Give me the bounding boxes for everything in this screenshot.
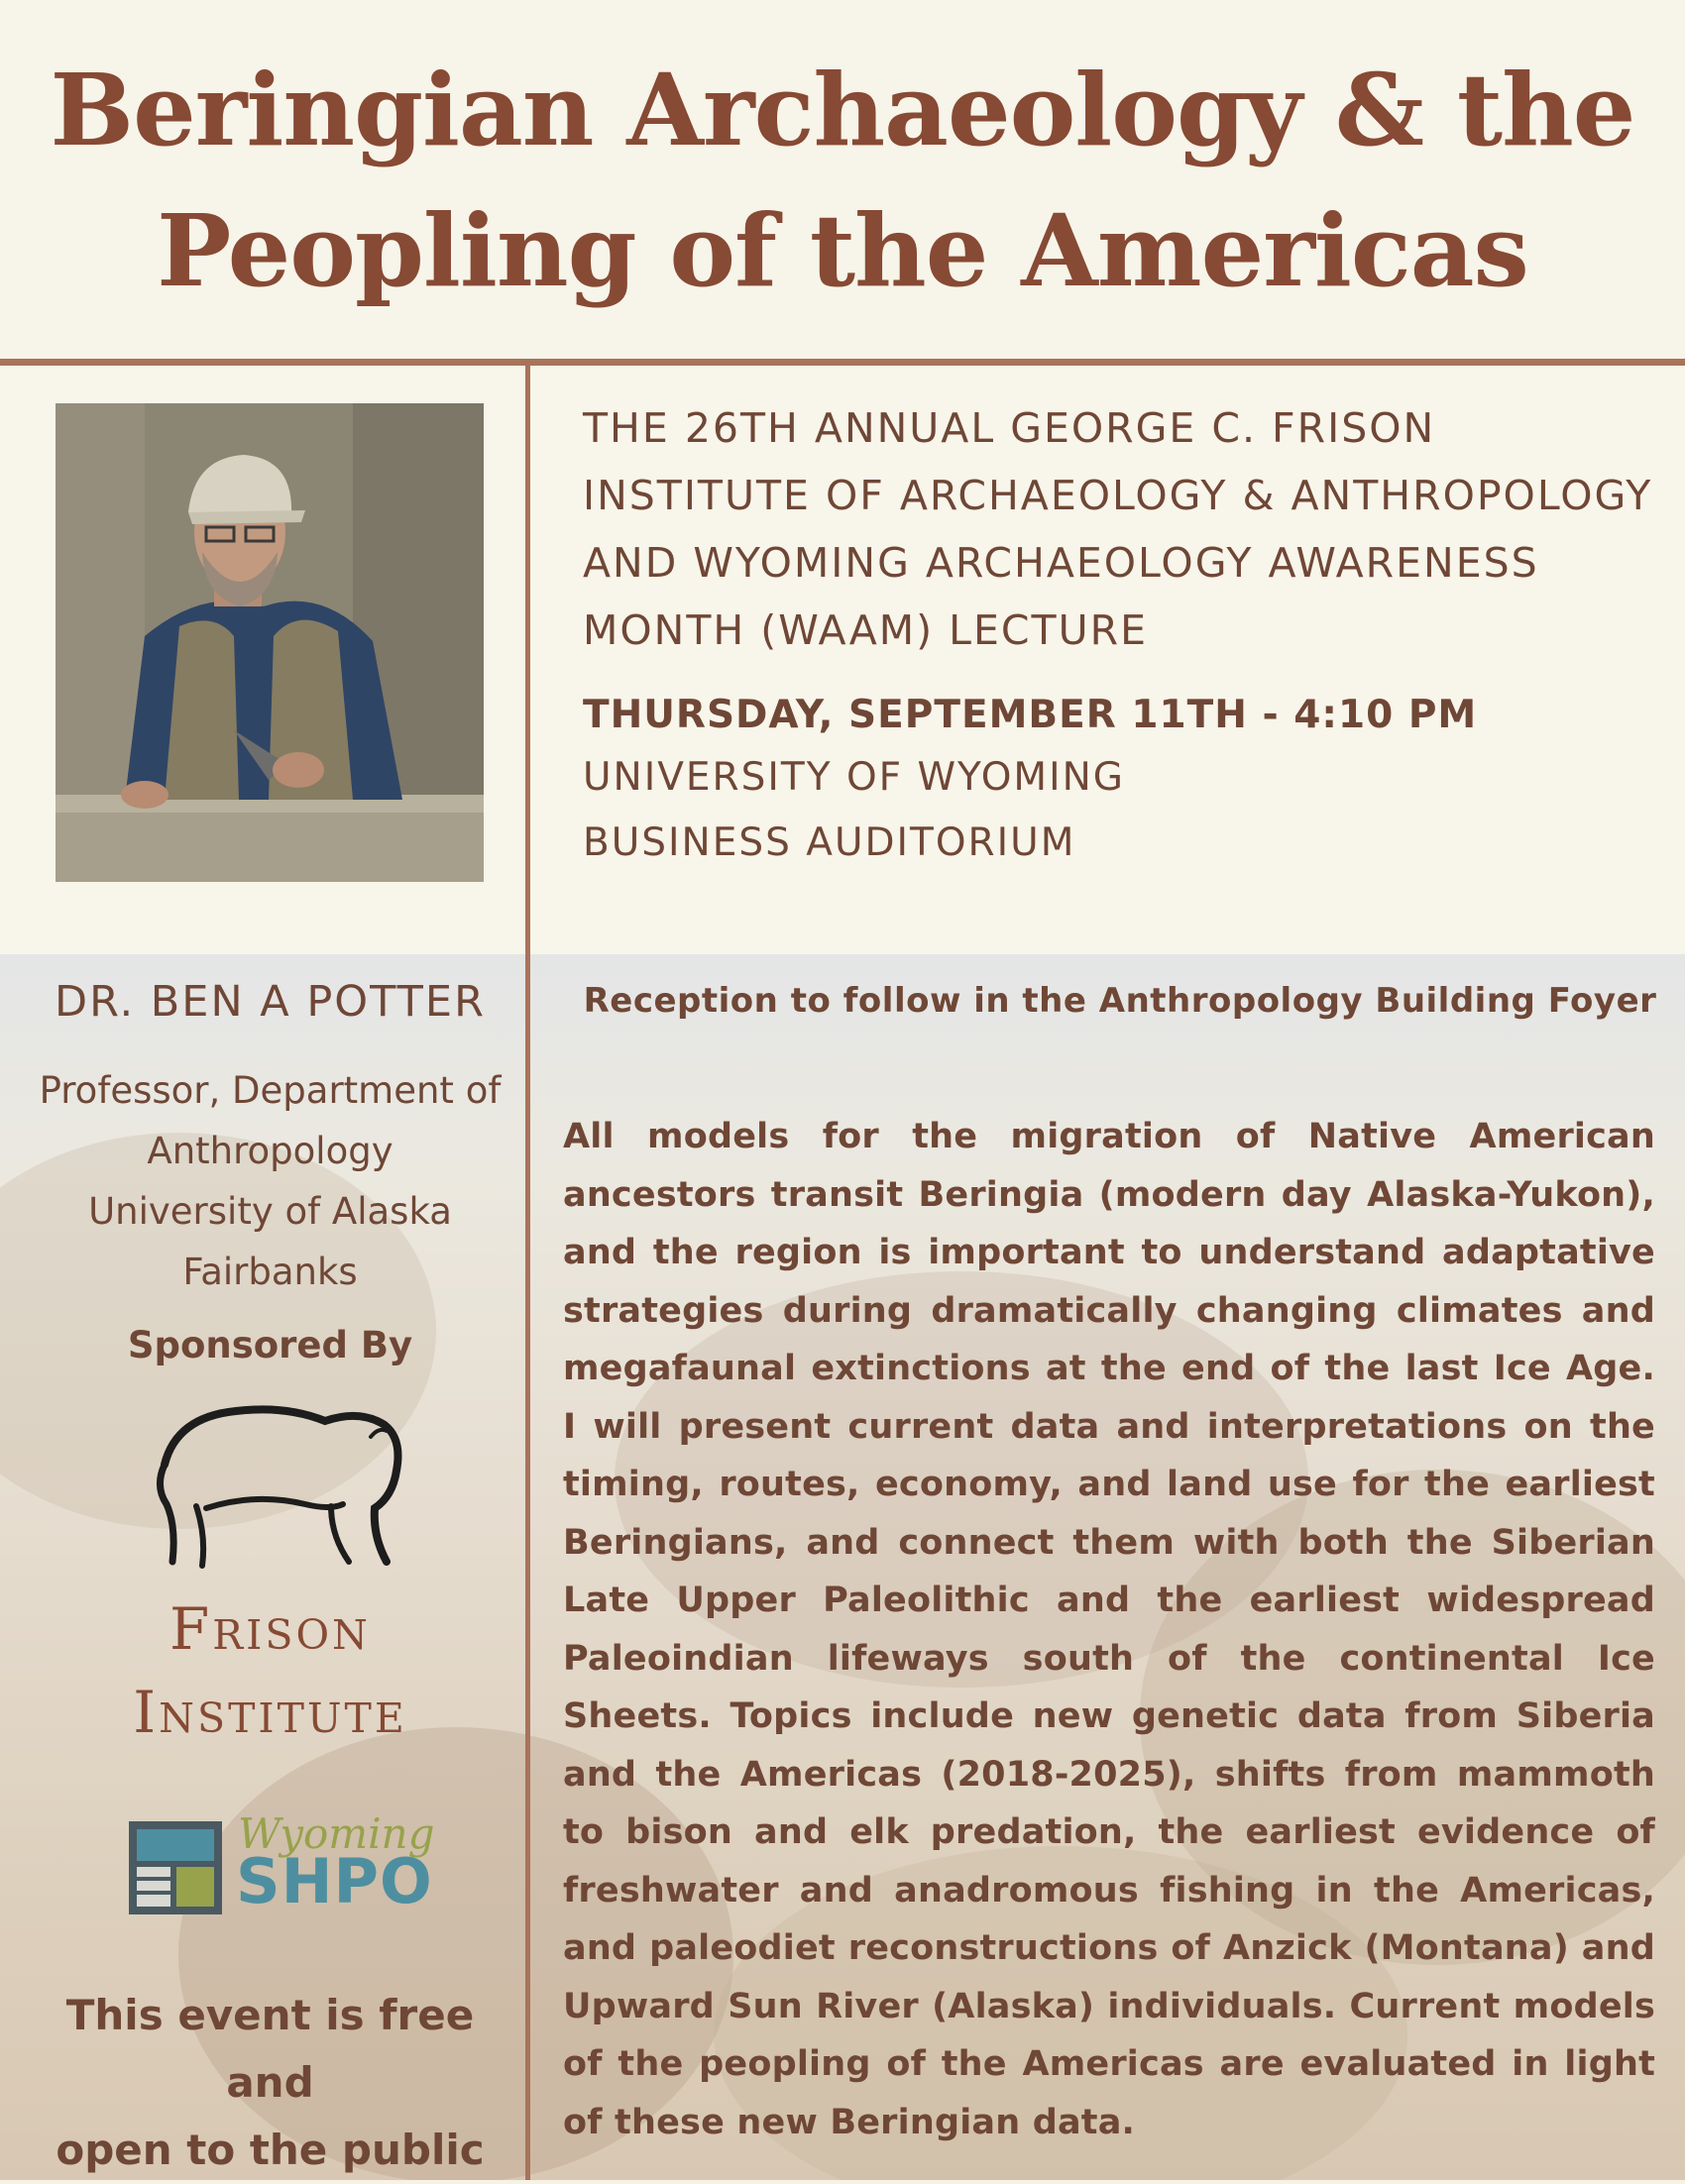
title-line-2: Peopling of the Americas [157, 192, 1528, 309]
shpo-script-text: Wyoming [238, 1809, 435, 1858]
page-title [0, 40, 1685, 321]
event-heading: THE 26TH ANNUAL GEORGE C. FRISON INSTITUTE OF ARCHAEOLOGY & ANTHROPOLOGY AND WYOMING ARCHAEOLOGY AWARENESS MONTH (WAAM) LECTURE [583, 404, 1653, 654]
event-date: THURSDAY, SEPTEMBER 11TH - 4:10 PM [583, 693, 1478, 737]
title-block [0, 0, 1685, 357]
event-venue-line-2: BUSINESS AUDITORIUM [583, 820, 1076, 865]
speaker-photo [56, 403, 484, 882]
speaker-affiliation-line-1: Professor, Department of [39, 1069, 502, 1112]
speaker-affiliation-line-4: Fairbanks [182, 1251, 358, 1293]
free-event-notice [20, 1982, 520, 2184]
sponsored-by-label: Sponsored By [127, 1324, 413, 1366]
free-event-line-1: This event is free and [65, 1991, 475, 2107]
frison-wordmark-line-2: Institute [133, 1679, 407, 1746]
speaker-name: DR. BEN A POTTER [55, 977, 486, 1027]
reception-note: Reception to follow in the Anthropology Building Foyer [583, 981, 1657, 1021]
frison-wordmark-line-1: Frison [169, 1595, 371, 1663]
title-line-1: Beringian Archaeology & the [50, 52, 1635, 168]
horizontal-divider [0, 359, 1685, 366]
speaker-affiliation-line-2: Anthropology [147, 1130, 393, 1172]
free-event-line-2: open to the public [56, 2126, 485, 2174]
speaker-photo-illustration [56, 403, 484, 882]
speaker-affiliation [20, 1060, 520, 1302]
bison-logo-icon [137, 1387, 424, 1576]
speaker-affiliation-line-3: University of Alaska [88, 1190, 452, 1233]
event-info [583, 394, 1653, 876]
lecture-abstract: All models for the migration of Native American ancestors transit Beringia (modern day Alaska-Yukon), and the region is important to understand adaptative strategies during dramatically changing climates and megafaunal extinctions at the end of the last Ice Age. I will present current data and interpretations on the timing, routes, economy, and land use for the earliest Beringians, and connect them with both the Siberian Late Upper Paleolithic and the earliest widespread Paleoindian lifeways south of the continental Ice Sheets. Topics include new genetic data from Siberia and the Americas (2018-2025), shifts from mammoth to bison and elk predation, the earliest evidence of freshwater and anadromous fishing in the Americas, and paleodiet reconstructions of Anzick (Montana) and Upward Sun River (Alaska) individuals. Current models of the peopling of the Americas are evaluated in light of these new Beringian data. [563, 1117, 1655, 2142]
vertical-divider [525, 366, 530, 2180]
shpo-wordmark: SHPO [236, 1845, 433, 1917]
event-venue-line-1: UNIVERSITY OF WYOMING [583, 755, 1125, 800]
event-venue [583, 745, 1653, 876]
frison-institute-wordmark [20, 1587, 520, 1754]
